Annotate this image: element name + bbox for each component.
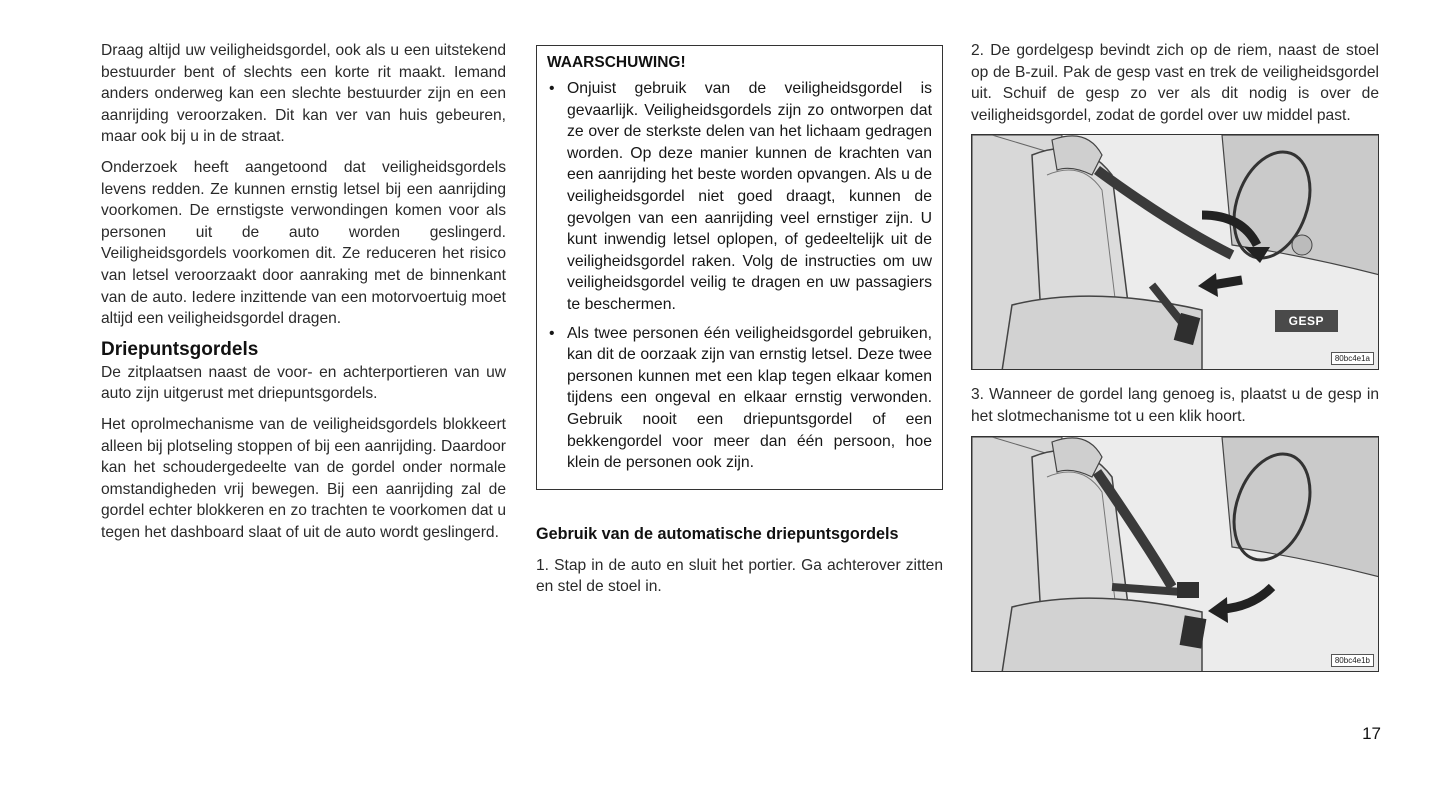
step-1: 1. Stap in de auto en sluit het portier. Ga achterover zitten en stel de stoel in. xyxy=(536,556,943,596)
page-number: 17 xyxy=(1362,724,1381,743)
section-heading: Driepuntsgordels xyxy=(101,338,259,360)
bullet-icon: • xyxy=(549,324,555,342)
figure-code: 80bc4e1a xyxy=(1331,352,1374,365)
left-column xyxy=(101,40,506,552)
warning-item-text: Onjuist gebruik van de veiligheidsgordel is gevaarlijk. Veiligheidsgordels zijn zo ontworpen dat ze over de sterkste delen van het lichaam gedragen worden. Op deze manier kunnen de krachten van een aanrijding het beste worden opvangen. Als u de veiligheidsgordel niet goed draagt, kunnen de gevolgen van een aanrijding veel ernstiger zijn. U kunt inwendig letsel oplopen, of gedeeltelijk uit de veiligheidsgordel raken. Volg de instructies om uw veiligheidsgordel veilig te dragen en uw passagiers te beschermen. xyxy=(567,80,932,313)
figure-buckle-insert xyxy=(971,436,1379,672)
step-2: 2. De gordelgesp bevindt zich op de riem, naast de stoel op de B-zuil. Pak de gesp vast en trek de veiligheidsgordel uit. Schuif de gesp zo ver als dit nodig is over de veiligheidsgordel, zodat de gordel over uw middel past. xyxy=(971,42,1379,124)
step-3: 3. Wanneer de gordel lang genoeg is, plaatst u de gesp in het slotmechanisme tot u een klik hoort. xyxy=(971,386,1379,425)
bullet-icon: • xyxy=(549,80,555,97)
usage-subheading: Gebruik van de automatische driepuntsgordels xyxy=(536,524,899,543)
figure-buckle-pull xyxy=(971,134,1379,370)
warning-item-text: Als twee personen één veiligheidsgordel gebruiken, kan dit de oorzaak zijn van ernstig letsel. Deze twee personen kunnen met een klap tegen elkaar komen tijdens een ongeval en elkaar ernstig verwonden. Gebruik nooit een driepuntsgordel of een bekkengordel voor meer dan één persoon, hoe klein de personen ook zijn. xyxy=(567,324,932,472)
intro-paragraph: Draag altijd uw veiligheidsgordel, ook als u een uitstekend bestuurder bent of slechts een korte rit maakt. Iemand anders onderweg kan een slechte bestuurder zijn en een aanrijding veroorzaken. Dit kan ver van huis gebeuren, maar ook bij u in de straat. xyxy=(101,42,506,146)
warning-list xyxy=(547,78,932,474)
buckle-label: GESP xyxy=(1275,310,1338,332)
research-paragraph: Onderzoek heeft aangetoond dat veiligheidsgordels levens redden. Ze kunnen ernstig letsel bij een aanrijding voorkomen. De ernstigste verwondingen komen voor als personen uit de auto worden geslingerd. Veiligheidsgordels voorkomen dit. Ze reduceren het risico van letsel veroorzaakt door aanraking met de binnenkant van de auto. Iedere inzittende van een motorvoertuig moet altijd een veiligheidsgordel dragen. xyxy=(101,158,506,328)
middle-column xyxy=(536,40,943,607)
car-seat-illustration xyxy=(972,437,1379,672)
warning-title: WAARSCHUWING! xyxy=(547,54,686,71)
warning-item xyxy=(547,323,932,474)
retractor-paragraph: Het oprolmechanisme van de veiligheidsgordels blokkeert alleen bij plotseling stoppen of bij een aanrijding. Daardoor kan het schoudergedeelte van de gordel onder normale omstandigheden vrij bewegen. Bij een aanrijding zal de gordel echter blokkeren en zo trachten te voorkomen dat u tegen het dashboard slaat of uit de auto wordt geslingerd. xyxy=(101,415,506,541)
figure-code: 80bc4e1b xyxy=(1331,654,1374,667)
warning-box xyxy=(536,45,943,490)
car-seat-illustration xyxy=(972,135,1379,370)
warning-item xyxy=(547,78,932,316)
seats-paragraph: De zitplaatsen naast de voor- en achterportieren van uw auto zijn uitgerust met driepuntsgordels. xyxy=(101,363,506,403)
right-column xyxy=(971,40,1379,686)
